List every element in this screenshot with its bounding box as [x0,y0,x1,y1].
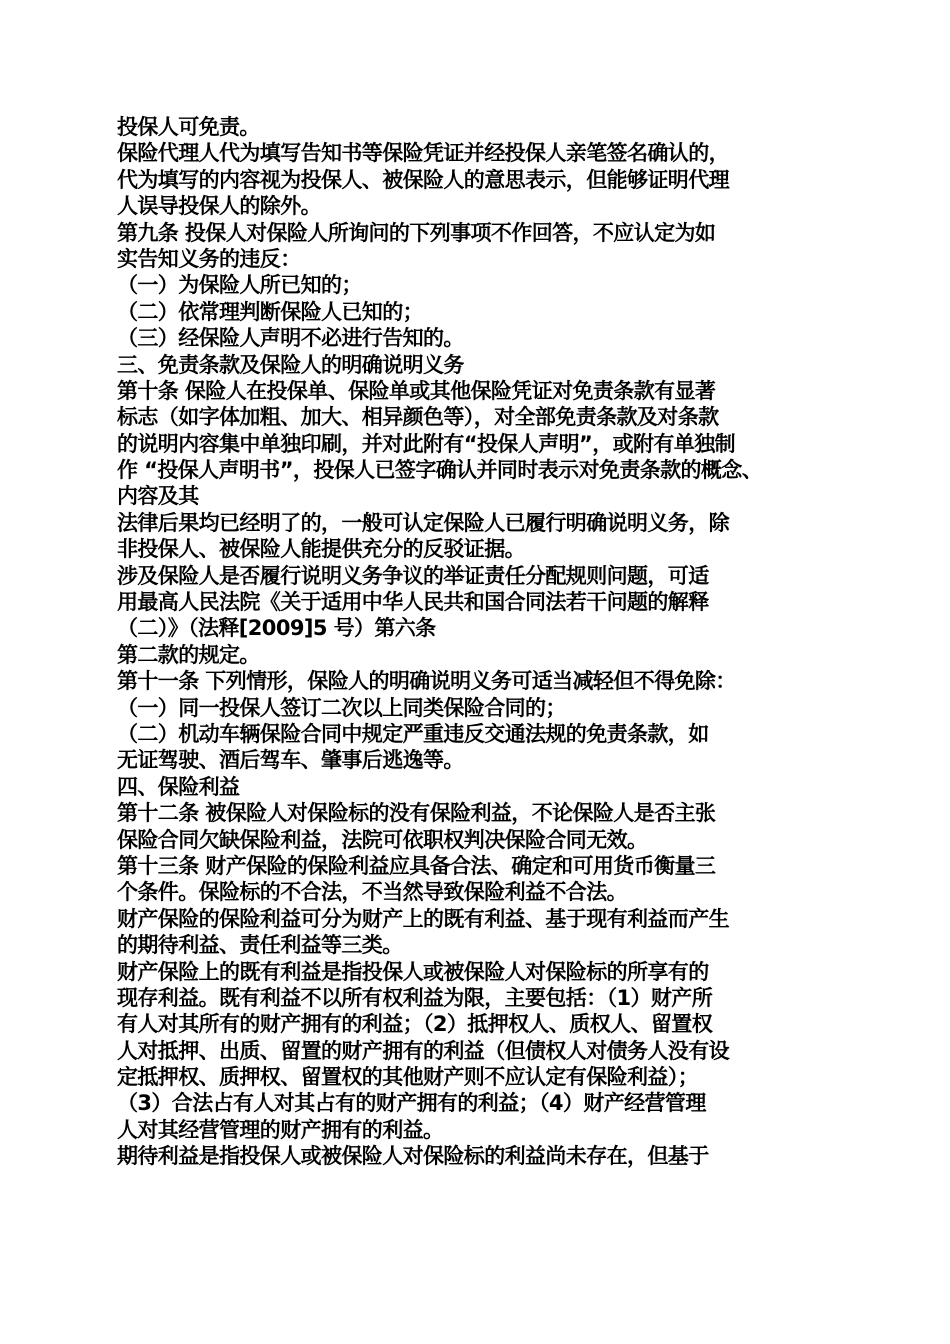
text-line: 保险合同欠缺保险利益，法院可依职权判决保险合同无效。 [117,827,648,852]
text-line: 人对抵押、出质、留置的财产拥有的利益（但债权人对债务人没有设 [117,1038,729,1063]
text-line: 第十二条 被保险人对保险标的没有保险利益，不论保险人是否主张 [117,801,716,826]
text-line: 第九条 投保人对保险人所询问的下列事项不作回答，不应认定为如 [117,220,716,245]
text-line: 有人对其所有的财产拥有的利益；（2）抵押权人、质权人、留置权 [117,1012,713,1037]
text-line: 定抵押权、质押权、留置权的其他财产则不应认定有保险利益）； [117,1065,699,1090]
text-line: 的说明内容集中单独印刷，并对此附有“投保人声明”，或附有单独制 [117,431,736,456]
text-line: 用最高人民法院《关于适用中华人民共和国合同法若干问题的解释 [117,590,709,615]
section-heading: 四、保险利益 [117,774,240,799]
text-line: 涉及保险人是否履行说明义务争议的举证责任分配规则问题，可适 [117,563,709,588]
text-line: 第十条 保险人在投保单、保险单或其他保险凭证对免责条款有显著 [117,378,716,403]
text-line: 财产保险上的既有利益是指投保人或被保险人对保险标的所享有的 [117,959,709,984]
text-line: （三）经保险人声明不必进行告知的。 [117,326,464,351]
text-line: 现存利益。既有利益不以所有权利益为限，主要包括：（1）财产所 [117,985,713,1010]
text-line: （一）同一投保人签订二次以上同类保险合同的； [117,695,566,720]
text-line: （3）合法占有人对其占有的财产拥有的利益；（4）财产经营管理 [117,1091,706,1116]
text-line: （二）》（法释[2009]5 号）第六条 [117,616,436,641]
text-line: （二）依常理判断保险人已知的； [117,299,423,324]
section-heading: 三、免责条款及保险人的明确说明义务 [117,352,464,377]
text-line: 作 “投保人声明书”，投保人已签字确认并同时表示对免责条款的概念、 [117,458,763,483]
text-line: 实告知义务的违反： [117,246,301,271]
text-line: 投保人可免责。 [117,115,260,139]
text-line: 人误导投保人的除外。 [117,194,321,219]
text-line: 财产保险的保险利益可分为财产上的既有利益、基于现有利益而产生 [117,906,729,931]
document-body [117,114,877,1170]
text-line: 的期待利益、责任利益等三类。 [117,933,403,958]
text-line: （一）为保险人所已知的； [117,273,362,298]
text-line: 人对其经营管理的财产拥有的利益。 [117,1117,444,1142]
text-line: 非投保人、被保险人能提供充分的反驳证据。 [117,537,525,562]
text-line: 内容及其 [117,484,199,509]
text-line: 第十一条 下列情形，保险人的明确说明义务可适当减轻但不得免除： [117,669,736,694]
text-line: 期待利益是指投保人或被保险人对保险标的利益尚未存在，但基于 [117,1144,709,1169]
text-line: 无证驾驶、酒后驾车、肇事后逃逸等。 [117,748,464,773]
text-line: 法律后果均已经明了的，一般可认定保险人已履行明确说明义务，除 [117,510,729,535]
text-line: 第十三条 财产保险的保险利益应具备合法、确定和可用货币衡量三 [117,853,716,878]
text-line: 保险代理人代为填写告知书等保险凭证并经投保人亲笔签名确认的， [117,141,729,166]
text-line: 标志（如字体加粗、加大、相异颜色等），对全部免责条款及对条款 [117,405,719,430]
text-line: 代为填写的内容视为投保人、被保险人的意思表示，但能够证明代理 [117,167,729,192]
text-line: （二）机动车辆保险合同中规定严重违反交通法规的免责条款，如 [117,721,709,746]
text-line: 第二款的规定。 [117,642,260,667]
text-line: 个条件。保险标的不合法，不当然导致保险利益不合法。 [117,880,627,905]
